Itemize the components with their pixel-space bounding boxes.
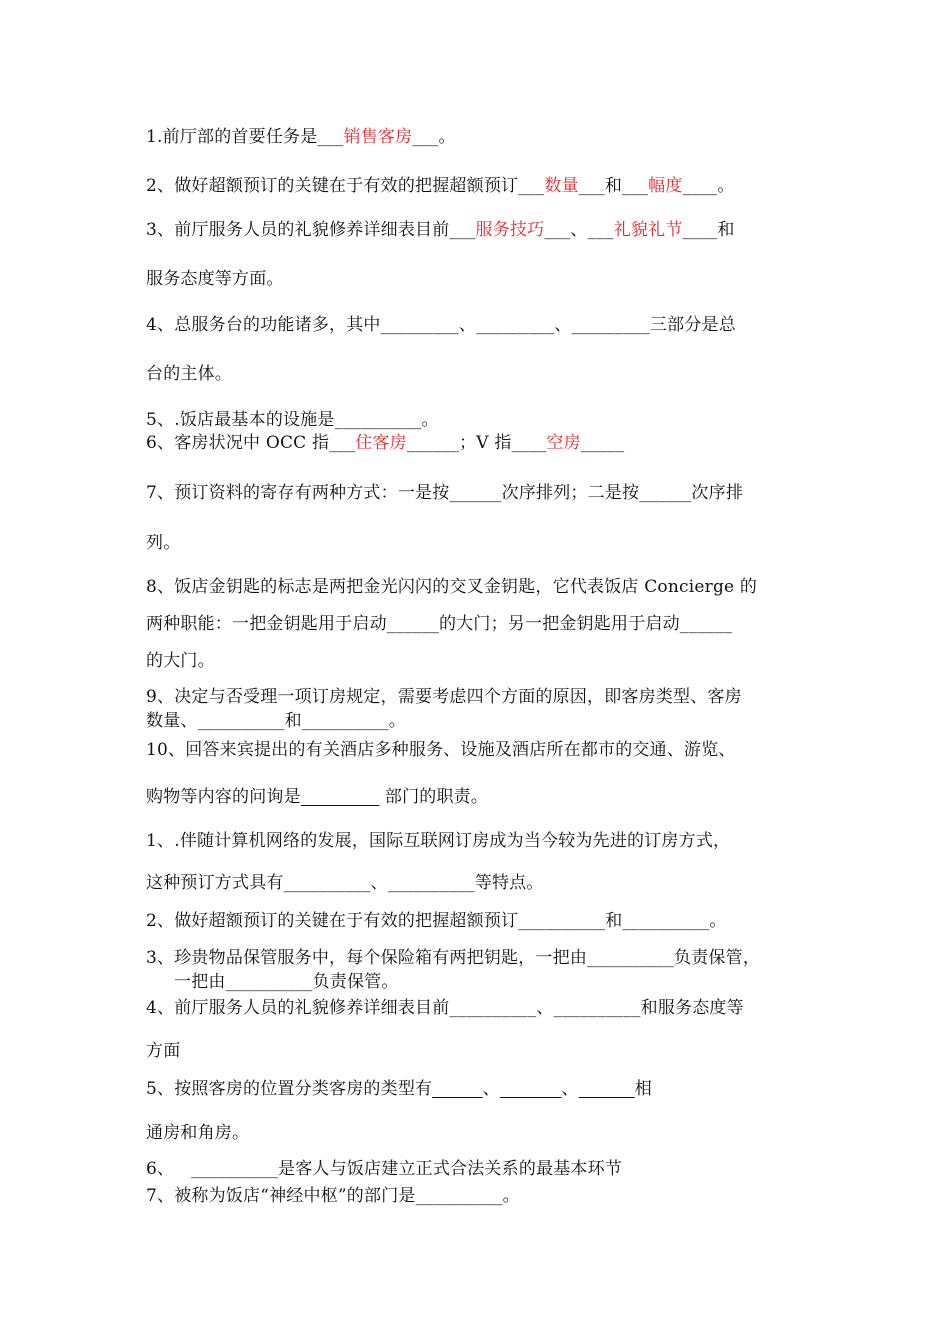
p2-q5-text-end: 相 bbox=[634, 1079, 652, 1099]
q3-line2: 服务态度等方面。 bbox=[146, 269, 284, 289]
p2-q2-line: 2、做好超额预订的关键在于有效的把握超额预订__________和__________。 bbox=[146, 911, 727, 931]
q5-line: 5、.饭店最基本的设施是__________。 bbox=[146, 410, 439, 430]
p2-q5-blank-1 bbox=[432, 1079, 482, 1099]
q9-line2: 数量、__________和__________。 bbox=[146, 711, 406, 731]
q3-answer-2: 礼貌礼节 bbox=[613, 220, 683, 240]
q6-text-end: _____ bbox=[580, 433, 625, 453]
q3-text-end: ____和 bbox=[682, 220, 735, 240]
p2-q5-text: 5、按照客房的位置分类客房的类型有 bbox=[146, 1079, 433, 1099]
q1-text-end: ___。 bbox=[412, 127, 456, 147]
q1-line bbox=[146, 126, 456, 148]
q3-text-mid: ___、___ bbox=[544, 220, 614, 240]
q8-line1: 8、饭店金钥匙的标志是两把金光闪闪的交叉金钥匙，它代表饭店 Concierge 的 bbox=[146, 577, 758, 597]
p2-q5-blank-3 bbox=[579, 1079, 635, 1099]
q2-text: 2、做好超额预订的关键在于有效的把握超额预订___ bbox=[146, 176, 545, 196]
p2-q4-line2: 方面 bbox=[146, 1041, 181, 1061]
q10-blank bbox=[301, 787, 379, 807]
p2-q3-line1: 3、珍贵物品保管服务中，每个保险箱有两把钥匙，一把由__________负责保管， bbox=[146, 948, 761, 968]
q2-text-end: ____。 bbox=[682, 176, 735, 196]
p2-q5-sep-2: 、 bbox=[561, 1079, 579, 1099]
q3-answer-1: 服务技巧 bbox=[475, 220, 545, 240]
q2-answer-2: 幅度 bbox=[648, 176, 683, 196]
q10-line1: 10、回答来宾提出的有关酒店多种服务、设施及酒店所在都市的交通、游览、 bbox=[146, 740, 736, 760]
q6-text: 6、客房状况中 OCC 指___ bbox=[146, 433, 356, 453]
p2-q3-line2: 一把由__________负责保管。 bbox=[174, 972, 399, 992]
q7-line1: 7、预订资料的寄存有两种方式：一是按______次序排列；二是按______次序排 bbox=[146, 483, 744, 503]
p2-q5-blank-2 bbox=[500, 1079, 562, 1099]
p2-q5-sep-1: 、 bbox=[482, 1079, 500, 1099]
p2-q5-line2: 通房和角房。 bbox=[146, 1123, 250, 1143]
q10-text: 购物等内容的问询是 bbox=[146, 787, 301, 807]
p2-q1-line2: 这种预订方式具有__________、__________等特点。 bbox=[146, 873, 544, 893]
q4-line2: 台的主体。 bbox=[146, 364, 232, 384]
p2-q1-line1: 1、.伴随计算机网络的发展，国际互联网订房成为当今较为先进的订房方式， bbox=[146, 831, 731, 851]
p2-q4-line1: 4、前厅服务人员的礼貌修养详细表目前__________、__________和服务态度等 bbox=[146, 998, 744, 1018]
p2-q7-line: 7、被称为饭店“神经中枢”的部门是__________。 bbox=[146, 1186, 520, 1206]
p2-q6-line: 6、 __________是客人与饭店建立正式合法关系的最基本环节 bbox=[146, 1159, 623, 1179]
q8-line2: 两种职能：一把金钥匙用于启动______的大门；另一把金钥匙用于启动______ bbox=[146, 614, 732, 634]
q2-text-mid: ___和___ bbox=[578, 176, 649, 196]
q6-text-mid: ______；V 指____ bbox=[406, 433, 547, 453]
q2-line bbox=[146, 175, 735, 197]
q3-text: 3、前厅服务人员的礼貌修养详细表目前___ bbox=[146, 220, 476, 240]
q1-text: 1.前厅部的首要任务是___ bbox=[146, 127, 344, 147]
q6-answer-2: 空房 bbox=[546, 433, 581, 453]
q4-line1: 4、总服务台的功能诸多，其中_________、_________、_________三部分是总 bbox=[146, 315, 736, 335]
q9-line1: 9、决定与否受理一项订房规定，需要考虑四个方面的原因，即客房类型、客房 bbox=[146, 687, 742, 707]
q6-line bbox=[146, 432, 624, 454]
q6-answer-1: 住客房 bbox=[355, 433, 407, 453]
q1-answer: 销售客房 bbox=[343, 127, 413, 147]
q7-line2: 列。 bbox=[146, 533, 181, 553]
q10-line2 bbox=[146, 786, 488, 808]
q8-line3: 的大门。 bbox=[146, 651, 215, 671]
p2-q5-line1 bbox=[146, 1078, 652, 1100]
q10-text-end: 部门的职责。 bbox=[379, 787, 489, 807]
q3-line bbox=[146, 219, 735, 241]
q2-answer-1: 数量 bbox=[544, 176, 579, 196]
